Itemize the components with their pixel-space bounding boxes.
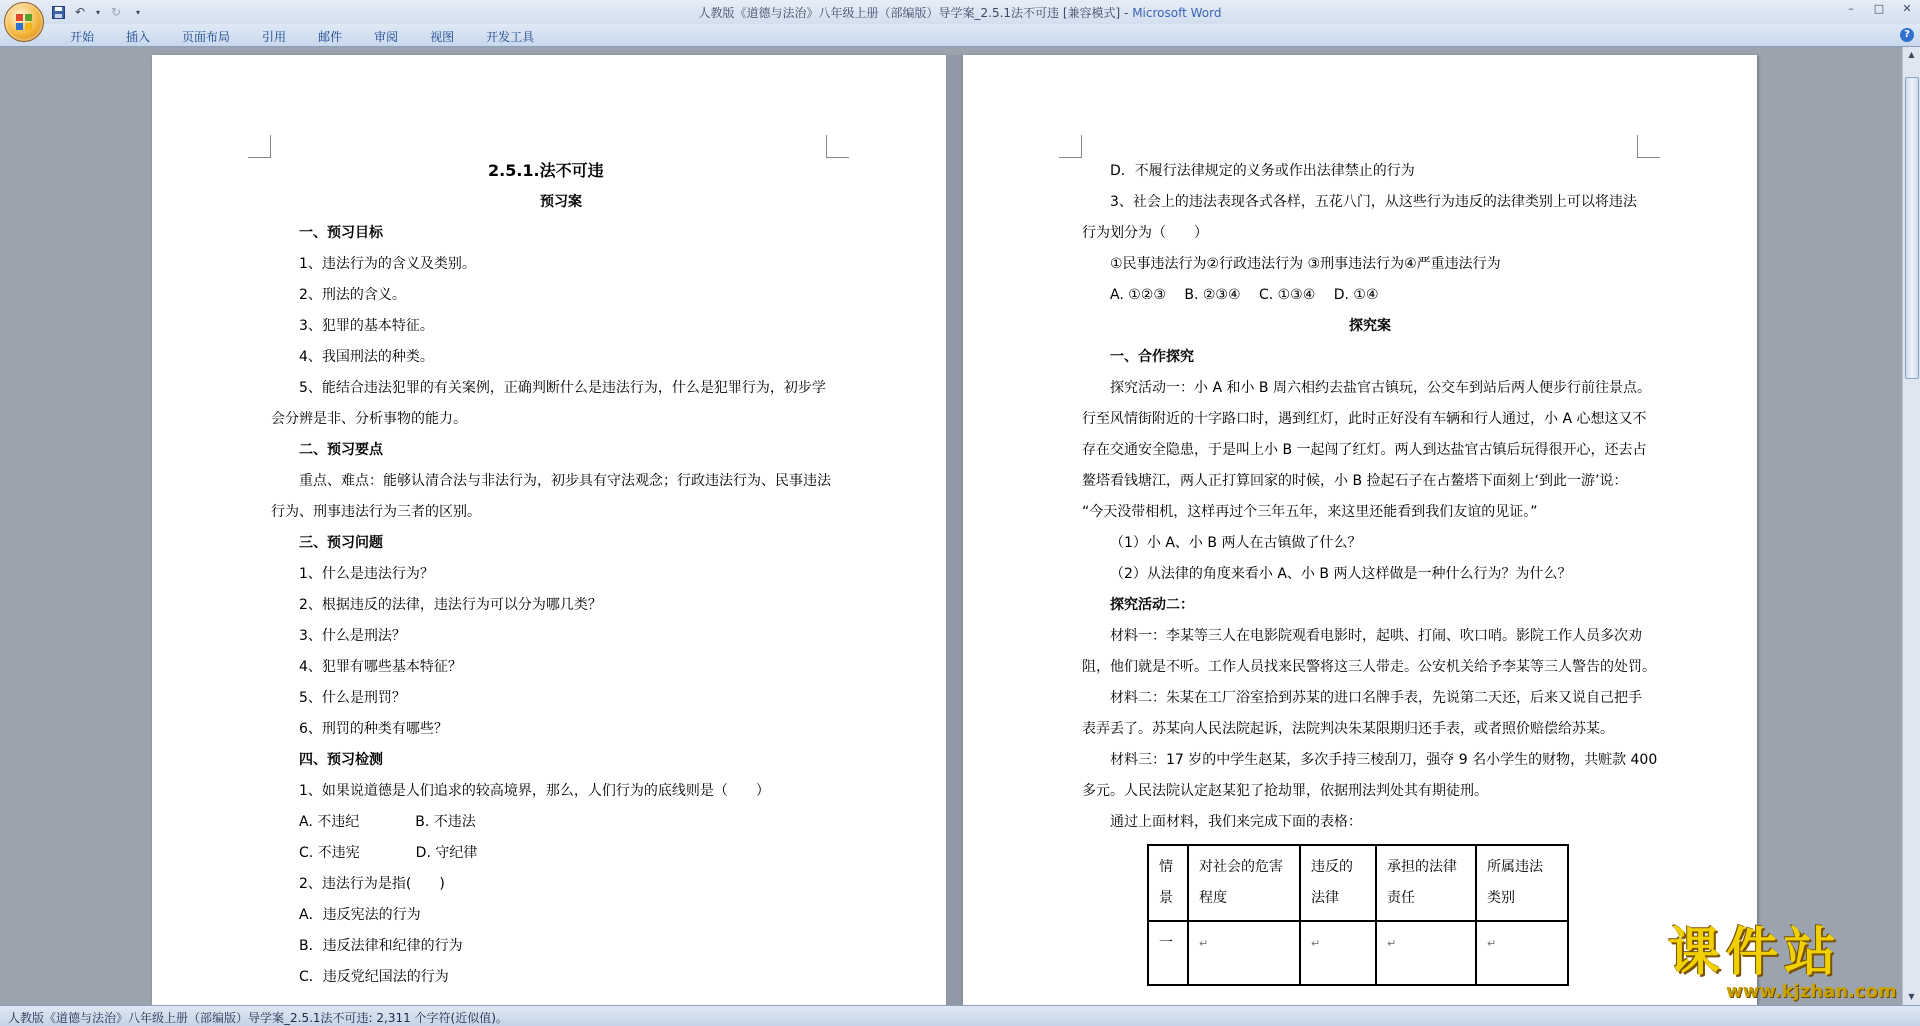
paragraph: 材料二：朱某在工厂浴室拾到苏某的进口名牌手表，先说第二天还，后来又说自己把手 [1110,690,1642,706]
minimize-icon[interactable]: – [1848,2,1854,15]
paragraph: 存在交通安全隐患，于是叫上小 B 一起闯了红灯。两人到达盐官古镇后玩得很开心，还去占 [1082,442,1647,458]
office-logo-icon [14,12,34,32]
help-icon[interactable]: ? [1900,28,1914,42]
paragraph: 多元。人民法院认定赵某犯了抢劫罪，依据刑法判处其有期徒刑。 [1082,783,1488,799]
paragraph: A．违反宪法的行为 [299,907,421,923]
paragraph: 3、什么是刑法？ [299,628,406,644]
maximize-icon[interactable]: □ [1873,2,1885,15]
section-heading: 探究活动二： [1110,597,1194,613]
watermark-url: www.kjzhan.com [1726,981,1897,1002]
vertical-scrollbar[interactable] [1902,47,1920,1005]
paragraph: （2）从法律的角度来看小 A、小 B 两人这样做是一种什么行为？为什么？ [1110,566,1572,582]
crop-mark [826,135,849,158]
analysis-table[interactable] [1147,844,1569,986]
section-heading: 探究案 [1349,318,1391,334]
redo-icon[interactable]: ↻ [110,5,122,19]
table-header-cell[interactable]: 对社会的危害 程度 [1188,845,1300,921]
crop-mark [248,135,271,158]
table-header-cell[interactable]: 违反的 法律 [1300,845,1376,921]
table-header-cell[interactable]: 承担的法律 责任 [1376,845,1476,921]
tab-mailings[interactable]: 邮件 [318,30,343,44]
paragraph: 鳌塔看钱塘江，两人正打算回家的时候，小 B 捡起石子在占鳌塔下面刻上‘到此一游’说： [1082,473,1628,489]
paragraph: D．不履行法律规定的义务或作出法律禁止的行为 [1110,163,1415,179]
paragraph: “今天没带相机，这样再过个三年五年，来这里还能看到我们友谊的见证。” [1082,504,1538,520]
section-heading: 四、预习检测 [299,752,383,768]
paragraph: 材料一：李某等三人在电影院观看电影时，起哄、打闹、吹口哨。影院工作人员多次劝 [1110,628,1642,644]
paragraph: 2、根据违反的法律，违法行为可以分为哪几类？ [299,597,602,613]
paragraph: 5、什么是刑罚？ [299,690,406,706]
section-heading: 二、预习要点 [299,442,383,458]
table-row [1148,845,1568,921]
app-name: Microsoft Word [1132,6,1222,20]
paragraph: B．违反法律和纪律的行为 [299,938,463,954]
tab-page-layout[interactable]: 页面布局 [182,30,231,44]
paragraph: 2、刑法的含义。 [299,287,406,303]
scroll-down-icon[interactable]: ▼ [1908,992,1915,1001]
paragraph: 材料三：17 岁的中学生赵某，多次手持三棱刮刀，强夺 9 名小学生的财物，共赃款 400 [1110,752,1658,768]
section-heading: 三、预习问题 [299,535,383,551]
section-heading: 一、合作探究 [1110,349,1194,365]
crop-mark [1637,135,1660,158]
paragraph: 4、我国刑法的种类。 [299,349,434,365]
paragraph: 1、如果说道德是人们追求的较高境界，那么，人们行为的底线则是（ ） [299,783,770,799]
document-title: 人教版《道德与法治》八年级上册（部编版）导学案_2.5.1法不可违 [兼容模式] - [698,6,1133,20]
ribbon [0,24,1920,47]
window-title [0,4,1920,21]
document-page-left[interactable] [152,55,946,1005]
tab-review[interactable]: 审阅 [374,30,399,44]
paragraph: 1、违法行为的含义及类别。 [299,256,476,272]
document-page-right[interactable] [963,55,1757,1005]
paragraph: 4、犯罪有哪些基本特征？ [299,659,462,675]
table-cell[interactable]: 一 [1148,921,1188,985]
table-cell[interactable]: ↵ [1300,921,1376,985]
paragraph: 行为划分为（ ） [1082,225,1208,241]
paragraph: 会分辨是非、分析事物的能力。 [271,411,467,427]
paragraph: （1）小 A、小 B 两人在古镇做了什么？ [1110,535,1362,551]
paragraph: 阻，他们就是不听。工作人员找来民警将这三人带走。公安机关给予李某等三人警告的处罚。 [1082,659,1656,675]
page-gap [946,55,963,1005]
watermark-text: 课件站 [1668,923,1843,983]
paragraph: ①民事违法行为②行政违法行为 ③刑事违法行为④严重违法行为 [1110,256,1501,272]
status-text: 人教版《道德与法治》八年级上册（部编版）导学案_2.5.1法不可违: 2,311 个字符(近似值)。 [8,1011,508,1025]
paragraph: A. 不违纪 B. 不违法 [299,814,476,830]
tab-developer[interactable]: 开发工具 [486,30,535,44]
office-button[interactable] [4,2,44,42]
paragraph: 探究活动一：小 A 和小 B 周六相约去盐官古镇玩，公交车到站后两人便步行前往景点。 [1110,380,1651,396]
paragraph: 3、社会上的违法表现各式各样，五花八门，从这些行为违反的法律类别上可以将违法 [1110,194,1637,210]
tab-references[interactable]: 引用 [262,30,287,44]
paragraph: 2、违法行为是指( ) [299,876,445,892]
tab-view[interactable]: 视图 [430,30,455,44]
scroll-up-icon[interactable]: ▲ [1908,50,1915,59]
paragraph: 表弄丢了。苏某向人民法院起诉，法院判决朱某限期归还手表，或者照价赔偿给苏某。 [1082,721,1614,737]
paragraph: 3、犯罪的基本特征。 [299,318,434,334]
table-cell[interactable]: ↵ [1376,921,1476,985]
paragraph: 6、刑罚的种类有哪些？ [299,721,448,737]
section-heading: 预习案 [540,194,582,210]
paragraph: A. ①②③ B. ②③④ C. ①③④ D. ①④ [1110,287,1379,303]
paragraph: 重点、难点：能够认清合法与非法行为，初步具有守法观念；行政违法行为、民事违法 [299,473,831,489]
undo-dropdown-icon[interactable]: ▾ [95,7,100,17]
paragraph: 5、能结合违法犯罪的有关案例，正确判断什么是违法行为，什么是犯罪行为，初步学 [299,380,826,396]
title-bar [0,0,1920,24]
paragraph: C. 不违宪 D. 守纪律 [299,845,478,861]
page-title: 2.5.1.法不可违 [488,161,604,180]
tab-home[interactable]: 开始 [70,30,95,44]
paragraph: 行至风情街附近的十字路口时，遇到红灯，此时正好没有车辆和行人通过，小 A 心想这又不 [1082,411,1647,427]
section-heading: 一、预习目标 [299,225,383,241]
paragraph: 1、什么是违法行为？ [299,566,434,582]
table-cell[interactable]: ↵ [1188,921,1300,985]
paragraph: 行为、刑事违法行为三者的区别。 [271,504,481,520]
undo-icon[interactable]: ↶ [74,5,86,19]
status-bar [0,1005,1920,1026]
crop-mark [1059,135,1082,158]
site-watermark [1668,925,1920,1005]
table-header-cell[interactable]: 情 景 [1148,845,1188,921]
table-row [1148,921,1568,985]
table-cell[interactable]: ↵ [1476,921,1568,985]
paragraph: C．违反党纪国法的行为 [299,969,449,985]
scrollbar-thumb[interactable] [1905,77,1919,379]
paragraph: 通过上面材料，我们来完成下面的表格： [1110,814,1362,830]
table-header-cell[interactable]: 所属违法 类别 [1476,845,1568,921]
tab-insert[interactable]: 插入 [126,30,151,44]
close-icon[interactable]: ✕ [1902,2,1912,15]
customize-qat-icon[interactable]: ▾ [135,7,140,17]
